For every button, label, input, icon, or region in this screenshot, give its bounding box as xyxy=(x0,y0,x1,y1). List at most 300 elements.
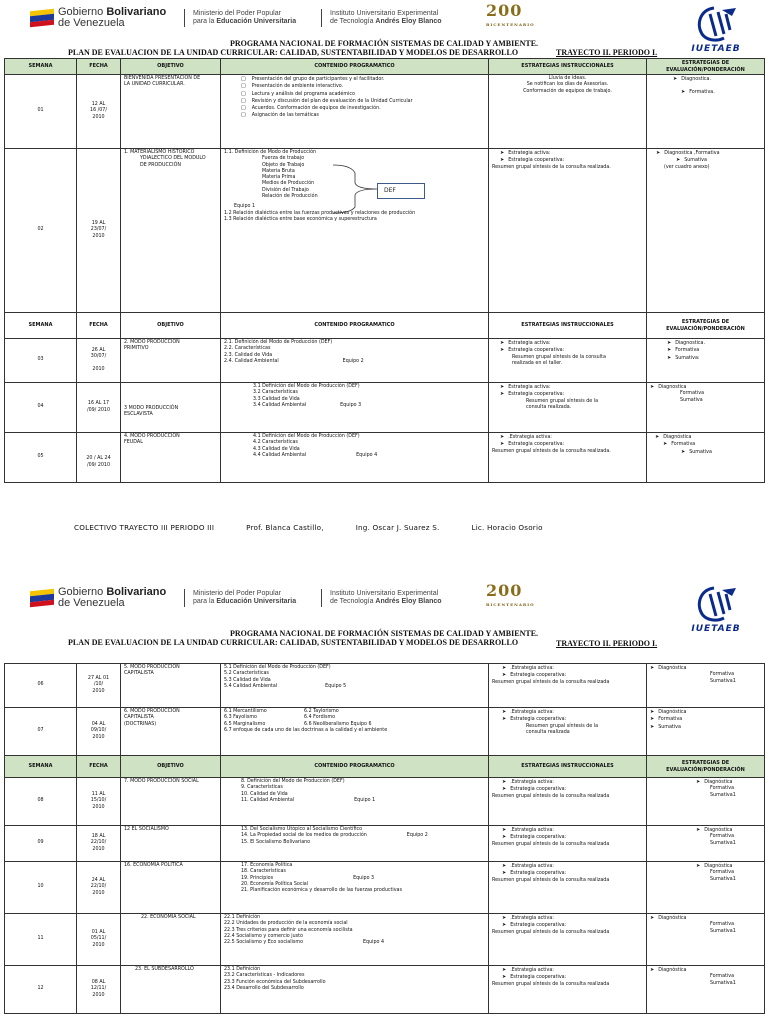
venezuela-flag-icon xyxy=(30,589,54,608)
text-line: Sumativa1 xyxy=(710,980,736,986)
text-line: Sumativa1 xyxy=(710,792,736,798)
table-cell: 07 xyxy=(5,708,77,756)
text-line: Resumen grupal síntesis de la consulta realizada xyxy=(492,981,610,987)
table-cell xyxy=(647,914,765,966)
col-semana: SEMANA xyxy=(5,59,77,75)
column-header: OBJETIVO xyxy=(121,313,221,339)
def-box: DEF xyxy=(377,183,425,199)
text-line: ➤ Estrategia cooperativa: xyxy=(492,922,643,929)
text-line: Equipo 4 xyxy=(363,940,385,946)
text-line: ➤ Estrategia cooperativa: xyxy=(492,672,643,679)
text-line: 12 EL SOCIALISMO xyxy=(124,827,169,832)
text-line: 4.2 Características xyxy=(253,440,298,446)
text-line: LA UNIDAD CURRICULAR. xyxy=(124,82,185,88)
text-line: Formativa xyxy=(710,672,735,678)
text-line: Equipo 5 xyxy=(325,683,347,689)
text-line: ➤ Estrategia cooperativa: xyxy=(492,834,643,841)
venezuela-flag-icon xyxy=(30,9,54,28)
table-cell xyxy=(77,862,121,914)
text-line: Ministerio del Poder Popular xyxy=(193,10,281,17)
text-line: ➤ Diagnostica. xyxy=(673,76,761,83)
table-cell xyxy=(647,966,765,1014)
text-line: ➤ Sumativa: xyxy=(667,355,761,362)
text-line: 6.6 Neoliberalismo Equipo 6 xyxy=(304,721,372,727)
table-row xyxy=(5,75,765,149)
text-line: 18. Características xyxy=(241,869,286,875)
text-line: 6. MODO PRODUCCION xyxy=(124,709,180,714)
bicentenario-logo: 200 BICENTENARIO xyxy=(486,1,535,27)
text-line: 1. MATERIALISMO HISTORICO xyxy=(124,150,195,155)
table-cell xyxy=(647,433,765,483)
text-line: 23.4 Desarrollo del Subdesarrollo xyxy=(224,985,304,991)
table-cell xyxy=(489,826,647,862)
text-line: Formativa xyxy=(710,870,735,876)
text-line: 04 AL xyxy=(91,722,106,728)
table-cell xyxy=(221,383,489,433)
text-line: ESCLAVISTA xyxy=(124,412,153,417)
table-cell xyxy=(221,826,489,862)
text-line: Resumen grupal síntesis de la xyxy=(526,723,599,729)
text-line: 2.2. Características xyxy=(224,346,271,352)
text-line: 1.1. Definición de Modo de Producción xyxy=(224,150,317,155)
text-line: ➤ Diagnóstica xyxy=(650,779,761,786)
text-line: 2.3. Calidad de Vida xyxy=(224,352,273,358)
text-line: 2. MODO PRODUCCION xyxy=(124,340,180,345)
table-cell xyxy=(121,826,221,862)
bicentenario-logo: 200 BICENTENARIO xyxy=(486,581,535,607)
text-line: ➤ Diagnóstica xyxy=(650,665,761,672)
text-line: Materia Bruta xyxy=(262,168,295,174)
table-cell xyxy=(77,149,121,313)
table-cell: 05 xyxy=(5,433,77,483)
table-cell: 09 xyxy=(5,826,77,862)
column-header: ESTRATEGIAS INSTRUCCIONALES xyxy=(489,756,647,778)
text-line: Equipo 2 xyxy=(342,358,364,364)
text-line: 22.5 Socialismo y Eco socialismo xyxy=(224,940,303,946)
table-cell: 10 xyxy=(5,862,77,914)
text-line: □ Presentación de ambiente interactivo. xyxy=(241,83,485,90)
table-cell xyxy=(489,778,647,826)
text-line: 20. Economía Política Social xyxy=(241,881,309,887)
text-line: División del Trabajo xyxy=(262,187,309,193)
table-cell xyxy=(221,149,489,313)
text-line: 5. MODO PRODUCCION xyxy=(124,665,180,670)
text-line: □ Lectura y análisis del programa académico xyxy=(241,91,485,98)
text-line: 22/10/ xyxy=(90,884,107,890)
table-cell xyxy=(121,75,221,149)
text-line: 3.3 Calidad de Vida xyxy=(253,396,300,402)
text-line: 4.3 Calidad de Vida xyxy=(253,446,300,452)
text-line: 6.5 Marginalismo xyxy=(224,721,266,727)
table-row xyxy=(5,149,765,313)
table-cell xyxy=(77,778,121,826)
text-line: Equipo 1 xyxy=(354,797,376,803)
table-cell xyxy=(489,149,647,313)
text-line: de Venezuela xyxy=(58,597,125,609)
text-line: Resumen grupal síntesis de la consulta realizada xyxy=(492,929,610,935)
col-evaluacion: ESTRATEGIAS DE EVALUACIÓN/PONDERACIÓN xyxy=(647,59,765,75)
col-contenido: CONTENIDO PROGRAMATICO xyxy=(221,59,489,75)
text-line: □ Asignación de las temáticas xyxy=(241,112,485,119)
text-line: Resumen grupal síntesis de la consulta realizada xyxy=(492,793,610,799)
table-cell xyxy=(647,149,765,313)
text-line: Conformación de equipos de trabajo. xyxy=(523,88,612,94)
text-line: 12 AL xyxy=(91,102,106,108)
text-line: ➤ Estrategia cooperativa: xyxy=(492,786,643,793)
text-line: 15. El Socialismo Bolivariano xyxy=(241,839,311,845)
text-line: Instituto Universitario Experimental xyxy=(330,590,439,597)
text-line: Resumen grupal síntesis de la consulta realizada. xyxy=(492,448,611,454)
text-line: 2010 xyxy=(92,992,105,998)
text-line: 9. Características xyxy=(241,785,283,791)
table-cell xyxy=(221,433,489,483)
text-line: Relación de Producción xyxy=(262,194,318,200)
text-line: /10/ xyxy=(93,682,104,688)
table-cell xyxy=(221,664,489,708)
text-line: CAPITALISTA xyxy=(124,671,154,677)
text-line: 05/11/ xyxy=(90,936,107,942)
text-line: ➤ Estrategia cooperativa: xyxy=(492,716,643,723)
text-line: 10. Calidad de Vida xyxy=(241,791,288,797)
text-line: 2010 xyxy=(92,688,105,694)
table-cell xyxy=(489,383,647,433)
text-line: ➤ Formativa xyxy=(655,441,761,448)
government-banner xyxy=(30,3,550,33)
text-line: Gobierno xyxy=(58,6,104,18)
gobierno-label: Gobierno Bolivariano de Venezuela xyxy=(58,6,167,29)
text-line: 22. ECONOMIA SOCIAL xyxy=(141,915,196,920)
table-cell xyxy=(221,708,489,756)
text-line: 5.3 Calidad de Vida xyxy=(224,677,271,683)
col-estrategias: ESTRATEGIAS INSTRUCCIONALES xyxy=(489,59,647,75)
text-line: Resumen grupal síntesis de la xyxy=(526,398,599,404)
text-line: 3.1 Definición del Modo de Producción (DEF) xyxy=(253,384,360,389)
text-line: 16 AL 17 xyxy=(87,401,110,407)
text-line: PROGRAMA NACIONAL DE FORMACIÓN SISTEMAS DE CALIDAD Y AMBIENTE. xyxy=(229,629,539,638)
text-line: Resumen grupal síntesis de la consulta realizada xyxy=(492,841,610,847)
text-line: 2010 xyxy=(92,942,105,948)
table-row xyxy=(5,433,765,483)
text-line: □ Revisión y discusión del plan de evaluación de la Unidad Curricular xyxy=(241,98,485,105)
table-row xyxy=(5,778,765,826)
text-line: ➤ Diagnóstica xyxy=(650,827,761,834)
text-line: para la xyxy=(193,18,217,25)
text-line: 26 AL xyxy=(91,348,106,354)
text-line: Instituto Universitario Experimental xyxy=(330,10,439,17)
text-line: 5.1 Definición del Modo de Producción (DEF) xyxy=(224,665,331,670)
table-row xyxy=(5,383,765,433)
text-line: YDIALECTICO DEL MODULO xyxy=(140,156,206,162)
text-line: 24 AL xyxy=(91,878,106,884)
text-line: CAPITALISTA xyxy=(124,715,154,721)
text-line: 6.1 Mercantilismo xyxy=(224,709,267,714)
text-line: 22.1 Definición xyxy=(224,915,261,920)
text-line: Resumen grupal síntesis de la consulta realizada. xyxy=(492,164,611,170)
text-line: 18 AL xyxy=(91,834,106,840)
table-row xyxy=(5,826,765,862)
text-line: □ Acuerdos. Conformación de equipos de investigación. xyxy=(241,105,485,112)
text-line: 4. MODO PRODUCCION xyxy=(124,434,180,439)
text-line: Formativa xyxy=(710,922,735,928)
text-line: ➤ Estrategia cooperativa: xyxy=(492,974,643,981)
table-cell xyxy=(121,339,221,383)
text-line: 27 AL 01 xyxy=(87,676,110,682)
text-line: Sumativa1 xyxy=(710,678,736,684)
text-line: Equipo 3 xyxy=(340,402,362,408)
text-line: 2010 xyxy=(92,114,105,120)
text-line: 11 AL xyxy=(91,792,106,798)
table-cell xyxy=(121,966,221,1014)
table-cell xyxy=(221,862,489,914)
table-cell: 08 xyxy=(5,778,77,826)
table-row xyxy=(5,664,765,708)
text-line: PRIMITIVO xyxy=(124,346,149,352)
text-line: 19 AL xyxy=(91,221,106,227)
table-cell xyxy=(221,339,489,383)
program-title: PROGRAMA NACIONAL DE FORMACIÓN SISTEMAS DE CALIDAD Y AMBIENTE. xyxy=(229,39,539,48)
text-line: 23. EL SUBDESARROLLO xyxy=(135,967,194,972)
iuetaeb-logo xyxy=(686,586,746,634)
table-row xyxy=(5,966,765,1014)
text-line: BIENVENIDA PRESENTACIÓN DE xyxy=(124,76,201,81)
text-line: (DOCTRINAS) xyxy=(124,721,157,727)
text-line: COLECTIVO TRAYECTO III PERIODO III xyxy=(74,523,215,532)
column-header: SEMANA xyxy=(5,313,77,339)
text-line: realizada en el taller. xyxy=(512,360,563,366)
text-line: 5.4 Calidad Ambiental xyxy=(224,683,278,689)
ministerio-label: Ministerio del Poder Popular para la Educación Universitaria xyxy=(193,10,297,25)
text-line: ➤ Sumativa xyxy=(650,157,761,164)
text-line: 21. Planificación económica y desarrollo de las fuerzas productivas xyxy=(241,888,402,894)
column-header: CONTENIDO PROGRAMATICO xyxy=(221,313,489,339)
text-line: 17. Economía Política xyxy=(241,863,293,868)
text-line: ➤ Estrategia activa: xyxy=(492,340,643,347)
text-line: Materia Prima xyxy=(262,175,296,181)
text-line: Ing. Oscar J. Suarez S. xyxy=(355,523,440,532)
text-line: ➤ Estrategia cooperativa: xyxy=(492,157,643,164)
text-line: 09/10/ xyxy=(90,728,107,734)
text-line: 23/07/ xyxy=(90,227,107,233)
text-line: 2010 xyxy=(92,890,105,896)
table-cell xyxy=(77,914,121,966)
table-cell xyxy=(489,862,647,914)
text-line: Equipo 1 xyxy=(234,204,256,210)
table-cell xyxy=(121,149,221,313)
plan-title: PLAN DE EVALUACION DE LA UNIDAD CURRICULAR: CALIDAD, SUSTENTABILIDAD Y MODELOS DE DESARROLLO xyxy=(68,48,519,57)
instituto-label: Instituto Universitario Experimental de Tecnología Andrés Eloy Blanco xyxy=(330,10,442,25)
text-line: IUETAEB xyxy=(691,44,741,54)
table-cell: 04 xyxy=(5,383,77,433)
table-header-row xyxy=(5,756,765,778)
text-line: ➤ Estrategia cooperativa: xyxy=(492,391,643,398)
text-line: Equipo 3 xyxy=(353,875,375,881)
text-line: ➤ Formativa xyxy=(650,716,761,723)
text-line: 8. Definición del Modo de Producción (DEF) xyxy=(241,779,345,784)
column-header: OBJETIVO xyxy=(121,756,221,778)
text-line: ➤ Sumativa xyxy=(655,449,761,456)
text-line: Sumativa1 xyxy=(710,876,736,882)
table-cell xyxy=(221,914,489,966)
table-cell xyxy=(121,862,221,914)
table-cell xyxy=(121,914,221,966)
table-cell: 01 xyxy=(5,75,77,149)
col-objetivo: OBJETIVO xyxy=(121,59,221,75)
text-line: ➤ Diagnostica ,Formativa xyxy=(650,150,761,157)
text-line: 4.4 Calidad Ambiental xyxy=(253,452,307,458)
table-cell xyxy=(77,966,121,1014)
text-line: Formativa xyxy=(710,786,735,792)
table-cell: 06 xyxy=(5,664,77,708)
text-line: ➤ .Estrategia activa: xyxy=(492,434,643,441)
column-header: ESTRATEGIAS DE EVALUACIÓN/PONDERACIÓN xyxy=(647,313,765,339)
text-line: 1.2 Relación dialéctica entre las fuerzas productivas y relaciones de producción xyxy=(224,210,416,216)
table-header-row xyxy=(5,59,765,75)
text-line: 16. ECONOMIA POLITICA xyxy=(124,863,183,868)
text-line: ➤ .Estrategia activa: xyxy=(492,709,643,716)
text-line: 30/07/ xyxy=(90,354,107,360)
text-line: /09/ 2010 xyxy=(86,462,111,468)
table-cell xyxy=(77,339,121,383)
text-line: Equipo 4 xyxy=(356,452,378,458)
text-line: ➤ Diagnóstica xyxy=(650,915,761,922)
text-line: Se notifican los días de Asesorías. xyxy=(526,82,609,88)
table-cell: 02 xyxy=(5,149,77,313)
table-cell xyxy=(77,708,121,756)
text-line: 14. La Propiedad social de los medios de producción xyxy=(241,833,367,839)
text-line: ➤ Formativa. xyxy=(673,89,761,96)
text-line: 13. Del Socialismo Utópico al Socialismo Científico xyxy=(241,827,363,832)
column-header: CONTENIDO PROGRAMATICO xyxy=(221,756,489,778)
table-cell xyxy=(489,966,647,1014)
table-cell xyxy=(221,75,489,149)
table-cell xyxy=(77,383,121,433)
trayecto-label: TRAYECTO II. PERIODO I. xyxy=(556,48,658,57)
colectivo-footer xyxy=(74,523,575,532)
text-line: 5.2 Características xyxy=(224,671,269,677)
text-line: 22.2 Unidades de producción de la economía social xyxy=(224,921,348,927)
table-cell: 03 xyxy=(5,339,77,383)
table-cell xyxy=(647,383,765,433)
text-line: 2010 xyxy=(92,846,105,852)
column-header: FECHA xyxy=(77,313,121,339)
text-line: para la xyxy=(193,598,217,605)
text-line: 23.2 Características - Indicadores xyxy=(224,973,305,979)
text-line: 200 xyxy=(486,581,523,600)
text-line: de Venezuela xyxy=(58,17,125,29)
text-line: consulta realizada. xyxy=(526,404,572,410)
table-cell xyxy=(489,75,647,149)
text-line: DE PRODUCCIÓN xyxy=(140,162,181,168)
text-line: ➤ Diagnóstica xyxy=(655,434,761,441)
table-cell xyxy=(647,75,765,149)
text-line: consulta realizada xyxy=(526,729,570,735)
table-cell xyxy=(121,433,221,483)
text-line: 08 AL xyxy=(91,980,106,986)
text-line: ➤ Diagnóstica xyxy=(650,709,761,716)
text-line: 3.2 Características xyxy=(253,390,298,396)
table-cell xyxy=(647,664,765,708)
evaluation-table-1 xyxy=(4,58,765,483)
text-line: de Tecnología xyxy=(330,18,376,25)
text-line: 6.3 Fayolismo xyxy=(224,715,257,721)
col-fecha: FECHA xyxy=(77,59,121,75)
table-row xyxy=(5,708,765,756)
government-banner: Gobierno Bolivariano de Venezuela Ministerio del Poder Popular para la Educación Universitaria Instituto Universitario Experimental de Tecnología Andrés Eloy Blanco 200 BICENTENARIO xyxy=(30,583,550,613)
table-header-row xyxy=(5,313,765,339)
text-line: ➤ .Estrategia activa: xyxy=(492,827,643,834)
table-cell xyxy=(77,664,121,708)
text-line: 20 / AL 24 xyxy=(86,456,111,462)
text-line: ➤ Diagnostica xyxy=(650,384,761,391)
text-line: 2010 xyxy=(92,804,105,810)
table-cell xyxy=(121,664,221,708)
table-cell xyxy=(489,664,647,708)
column-header: FECHA xyxy=(77,756,121,778)
text-line: 01 AL xyxy=(91,930,106,936)
text-line: Medios de Producción xyxy=(262,181,315,187)
text-line: ➤ Estrategia activa: xyxy=(492,150,643,157)
table-cell xyxy=(647,862,765,914)
text-line: 12/11/ xyxy=(90,986,107,992)
text-line: 7. MODO PRODUCCIÓN SOCIAL xyxy=(124,779,199,784)
text-line: Equipo 2 xyxy=(406,833,428,839)
text-line: Objeto de Trabajo xyxy=(262,162,305,168)
text-line: 22.3 Tres criterios para definir una economía socilista xyxy=(224,927,353,933)
text-line: Resumen grupal síntesis de la consulta xyxy=(512,354,606,360)
table-cell xyxy=(489,339,647,383)
text-line: Sumativa1 xyxy=(710,840,736,846)
text-line: Formativa xyxy=(710,974,735,980)
table-cell xyxy=(77,75,121,149)
text-line: 22.4 Socialismo y comercio justo xyxy=(224,933,303,939)
table-cell xyxy=(221,778,489,826)
text-line: ➤ Sumativa xyxy=(650,724,761,731)
text-line: 3.4 Calidad Ambiental xyxy=(253,402,307,408)
table-row xyxy=(5,914,765,966)
table-cell xyxy=(489,914,647,966)
text-line: 1.3 Relación dialéctica entre base económica y superestructura xyxy=(224,216,377,222)
text-line: 3 MODO PRODUCCIÓN xyxy=(124,405,179,411)
text-line: de Tecnología xyxy=(330,598,376,605)
text-line: ➤ Estrategia cooperativa: xyxy=(492,870,643,877)
text-line: 23.1 Definición xyxy=(224,967,261,972)
text-line: 2010 xyxy=(92,233,105,239)
table-cell: 11 xyxy=(5,914,77,966)
brace-icon xyxy=(333,163,377,215)
text-line: ➤ .Estrategia activa: xyxy=(492,915,643,922)
text-line: ➤ .Estrategia activa: xyxy=(492,863,643,870)
table-row xyxy=(5,339,765,383)
text-line: Resumen grupal síntesis de la consulta realizada xyxy=(492,877,610,883)
text-line: ➤ Estrategia cooperativa: xyxy=(492,441,643,448)
text-line: /09/ 2010 xyxy=(86,407,111,413)
column-header: SEMANA xyxy=(5,756,77,778)
table-cell xyxy=(77,826,121,862)
text-line: ➤ .Estrategia activa: xyxy=(492,665,643,672)
text-line: Resumen grupal síntesis de la consulta realizada xyxy=(492,679,610,685)
table-cell: 12 xyxy=(5,966,77,1014)
text-line: 11. Calidad Ambiental xyxy=(241,797,295,803)
text-line: ➤ .Estrategia activa: xyxy=(492,967,643,974)
table-cell xyxy=(121,383,221,433)
column-header: ESTRATEGIAS INSTRUCCIONALES xyxy=(489,313,647,339)
text-line: 2.1. Definición del Modo de Producción (DEF) xyxy=(224,340,333,345)
text-line: 15/10/ xyxy=(90,798,107,804)
text-line: 2010 xyxy=(92,734,105,740)
table-row xyxy=(5,862,765,914)
text-line: ➤ Diagnostica. xyxy=(667,340,761,347)
page-2 xyxy=(0,580,768,1024)
